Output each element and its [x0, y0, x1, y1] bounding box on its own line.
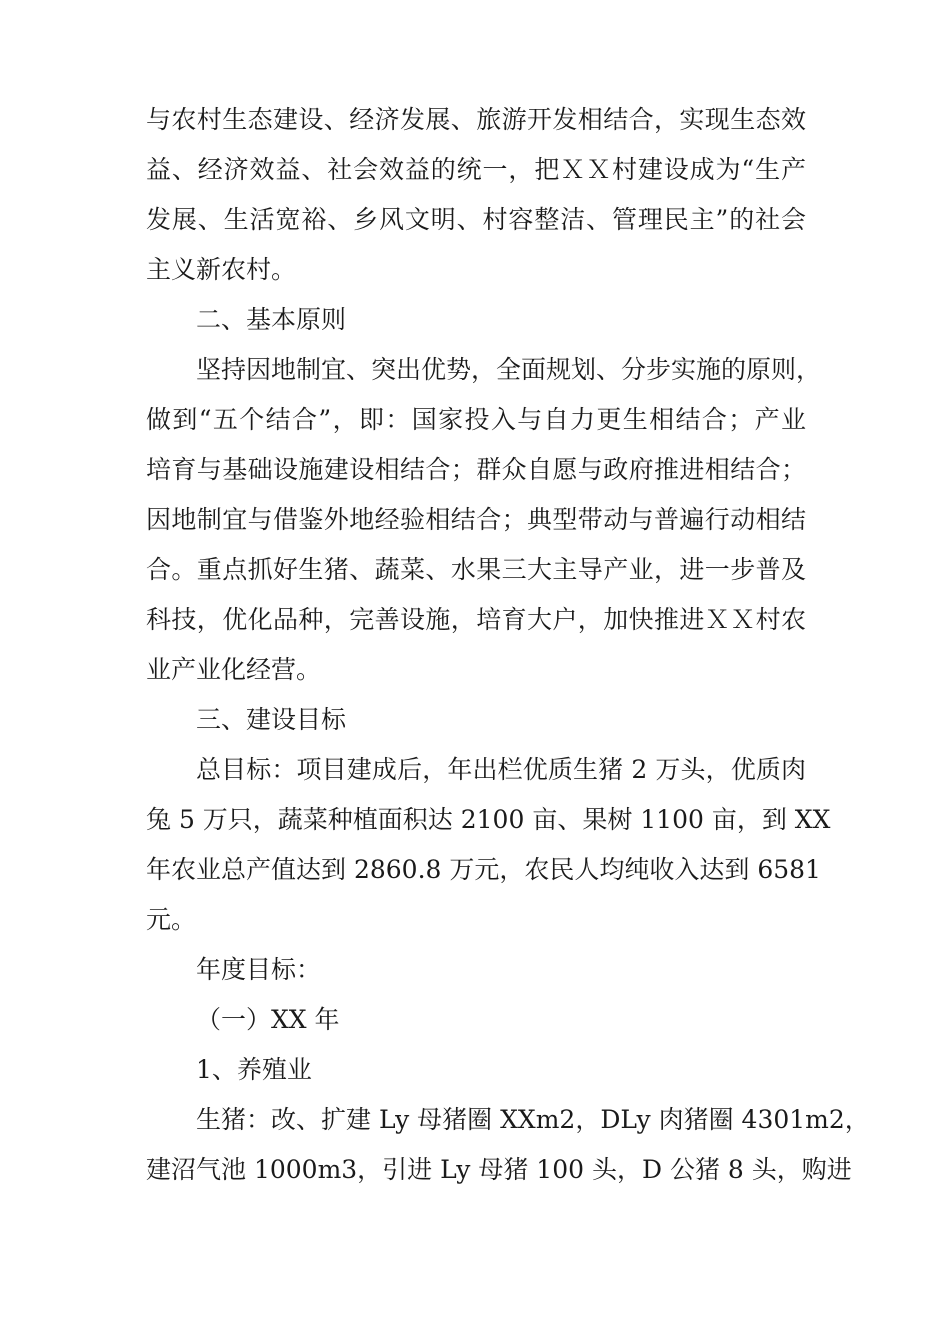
- paragraph-line: 与农村生态建设、经济发展、旅游开发相结合，实现生态效: [146, 105, 806, 134]
- annual-goals-label: 年度目标：: [196, 955, 322, 984]
- section-heading-goals: 三、建设目标: [196, 705, 347, 734]
- subsection-heading-breeding: 1、养殖业: [196, 1055, 312, 1084]
- paragraph-line: 年农业总产值达到 2860.8 万元，农民人均纯收入达到 6581: [146, 855, 821, 884]
- paragraph-line: 建沼气池 1000m3，引进 Ly 母猪 100 头，D 公猪 8 头，购进: [146, 1155, 852, 1184]
- paragraph-line: 益、经济效益、社会效益的统一，把ＸＸ村建设成为“生产: [146, 155, 806, 184]
- paragraph-line: 兔 5 万只，蔬菜种植面积达 2100 亩、果树 1100 亩，到 XX: [146, 805, 831, 834]
- paragraph-line: 合。重点抓好生猪、蔬菜、水果三大主导产业，进一步普及: [146, 555, 806, 584]
- paragraph-line: 主义新农村。: [146, 255, 297, 284]
- paragraph-line: 总目标：项目建成后，年出栏优质生猪 2 万头，优质肉: [196, 755, 806, 784]
- paragraph-line: 培育与基础设施建设相结合；群众自愿与政府推进相结合；: [146, 455, 806, 484]
- paragraph-line: 坚持因地制宜、突出优势，全面规划、分步实施的原则，: [196, 355, 822, 384]
- paragraph-line: 做到“五个结合”，即：国家投入与自力更生相结合；产业: [146, 405, 806, 434]
- year-heading: （一）XX 年: [196, 1005, 340, 1034]
- paragraph-line: 发展、生活宽裕、乡风文明、村容整洁、管理民主”的社会: [146, 205, 806, 234]
- paragraph-line: 生猪：改、扩建 Ly 母猪圈 XXm2，DLy 肉猪圈 4301m2，: [196, 1105, 870, 1134]
- section-heading-principles: 二、基本原则: [196, 305, 347, 334]
- paragraph-line: 元。: [146, 905, 197, 934]
- paragraph-line: 业产业化经营。: [146, 655, 322, 684]
- paragraph-line: 科技，优化品种，完善设施，培育大户，加快推进ＸＸ村农: [146, 605, 806, 634]
- paragraph-line: 因地制宜与借鉴外地经验相结合；典型带动与普遍行动相结: [146, 505, 806, 534]
